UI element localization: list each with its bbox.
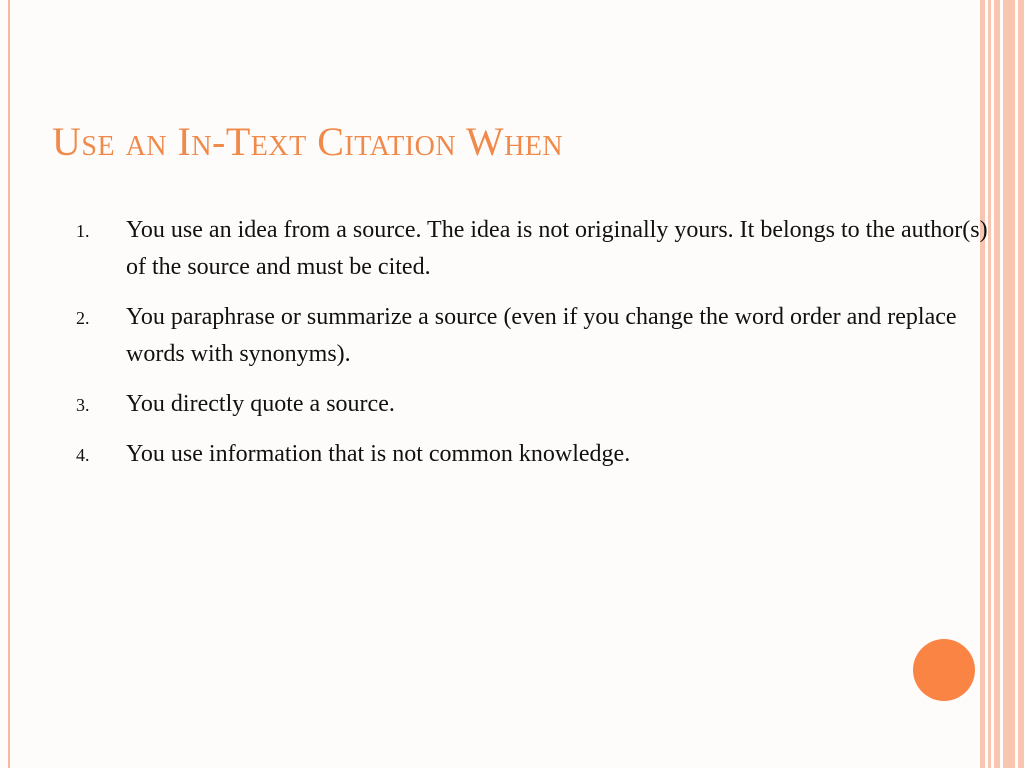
- right-stripe: [1018, 0, 1024, 768]
- list-item-text: You directly quote a source.: [126, 391, 395, 417]
- list-item-number: 2.: [76, 308, 90, 328]
- list-item: [0, 386, 1000, 423]
- list-item-text: You paraphrase or summarize a source (even if you change the word order and replace words with synonyms).: [126, 304, 957, 367]
- list-item-number: 3.: [76, 395, 90, 415]
- orange-circle-decoration: [913, 639, 975, 701]
- list-item: [0, 436, 1000, 473]
- list-item-number: 1.: [76, 221, 90, 241]
- list-item: [0, 212, 1000, 286]
- right-stripe: [1003, 0, 1015, 768]
- slide-title: Use an In-Text Citation When: [52, 119, 564, 164]
- list-item-text: You use an idea from a source. The idea is not originally yours. It belongs to the author(s) of the source and must be cited.: [126, 217, 988, 280]
- list-item: [0, 299, 1000, 373]
- citation-rules-list: [0, 212, 1000, 486]
- list-item-number: 4.: [76, 445, 90, 465]
- list-item-text: You use information that is not common knowledge.: [126, 441, 631, 467]
